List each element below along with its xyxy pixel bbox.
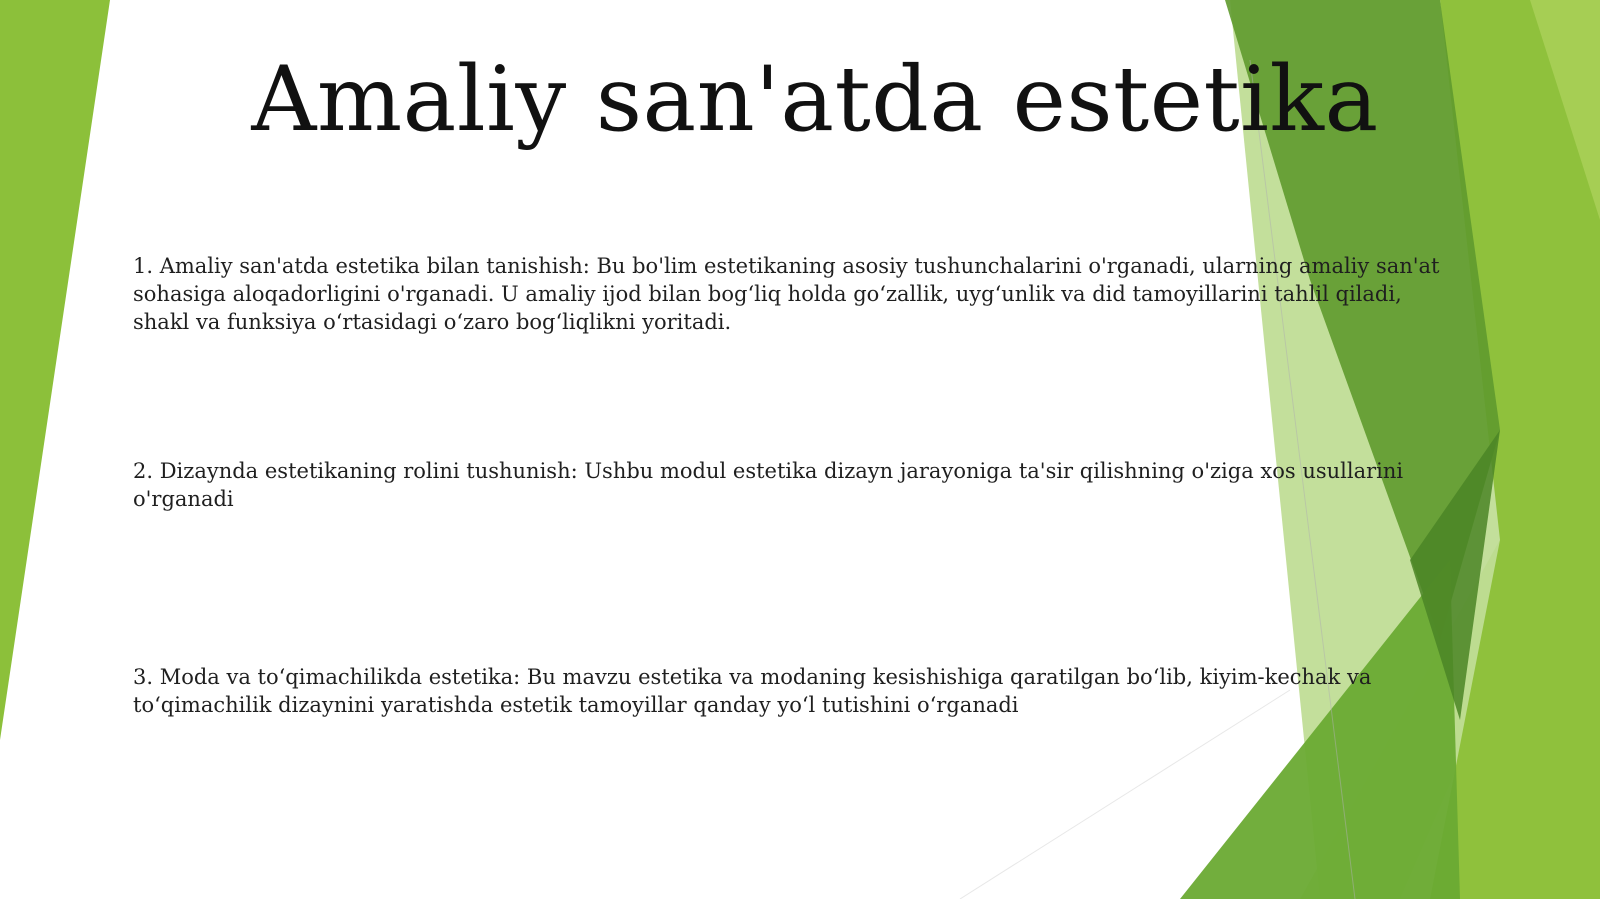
paragraph-2: 2. Dizaynda estetikaning rolini tushunish: Ushbu modul estetika dizayn jarayoniga ta'sir qilishning o'ziga xos usullarini o'rganadi — [133, 459, 1404, 511]
paragraph-3: 3. Moda va to‘qimachilikda estetika: Bu mavzu estetika va modaning kesishishiga qaratilgan bo‘lib, kiyim-kechak va to‘qimachilik dizaynini yaratishda estetik tamoyillar qanday yo‘l tutishini o‘rganadi — [133, 665, 1372, 717]
slide-title: Amaliy san'atda estetika — [251, 47, 1379, 152]
paragraph-1: 1. Amaliy san'atda estetika bilan tanishish: Bu bo'lim estetikaning asosiy tushunchalarini o'rganadi, ularning amaliy san'at sohasiga aloqadorligini o'rganadi. U amaliy ijod bilan bog‘liq holda go‘zallik, uyg‘unlik va did tamoyillarini tahlil qiladi, shakl va funksiya o‘rtasidagi o‘zaro bog‘liqlikni yoritadi. — [133, 254, 1440, 334]
